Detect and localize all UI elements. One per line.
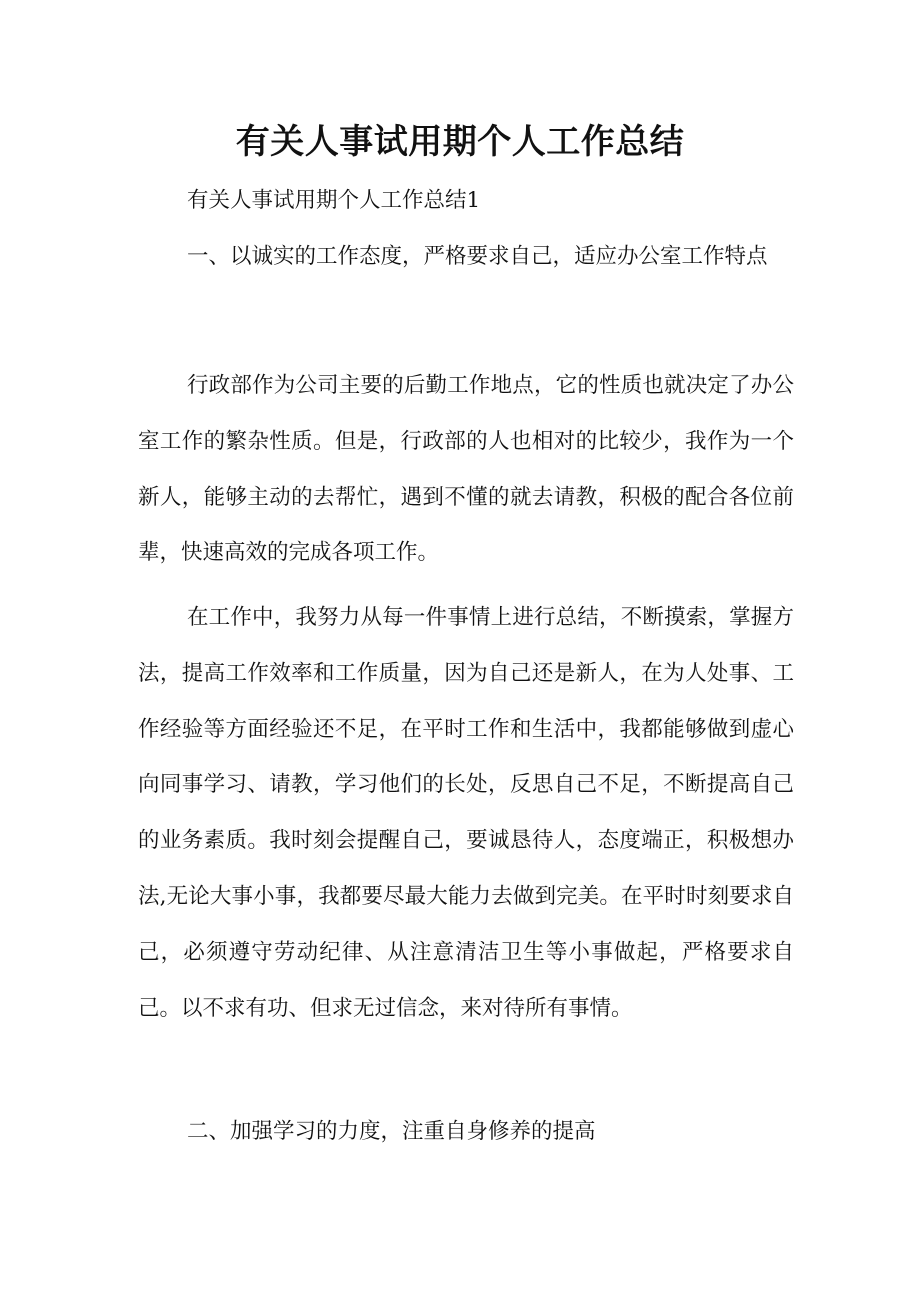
section-subtitle: 有关人事试用期个人工作总结1 [187, 188, 481, 213]
document-title: 有关人事试用期个人工作总结 [235, 122, 685, 162]
paragraph: 行政部作为公司主要的后勤工作地点，它的性质也就决定了办公室工作的繁杂性质。但是，行政部的人也相对的比较少，我作为一个新人，能够主动的去帮忙，遇到不懂的就去请教，积极的配合各位前辈，快速高效的完成各项工作。 [138, 373, 794, 566]
paragraph-heading-2: 二、加强学习的力度，注重自身修养的提高 [187, 1119, 596, 1144]
paragraph: 在工作中，我努力从每一件事情上进行总结，不断摸索，掌握方法，提高工作效率和工作质量，因为自己还是新人，在为人处事、工作经验等方面经验还不足，在平时工作和生活中，我都能够做到虚心向同事学习、请教，学习他们的长处，反思自己不足，不断提高自己的业务素质。我时刻会提醒自己，要诚恳待人，态度端正，积极想办法,无论大事小事，我都要尽最大能力去做到完美。在平时时刻要求自己，必须遵守劳动纪律、从注意清洁卫生等小事做起，严格要求自己。以不求有功、但求无过信念，来对待所有事情。 [138, 605, 794, 1021]
paragraph-heading-1: 一、以诚实的工作态度，严格要求自己，适应办公室工作特点 [187, 244, 768, 269]
